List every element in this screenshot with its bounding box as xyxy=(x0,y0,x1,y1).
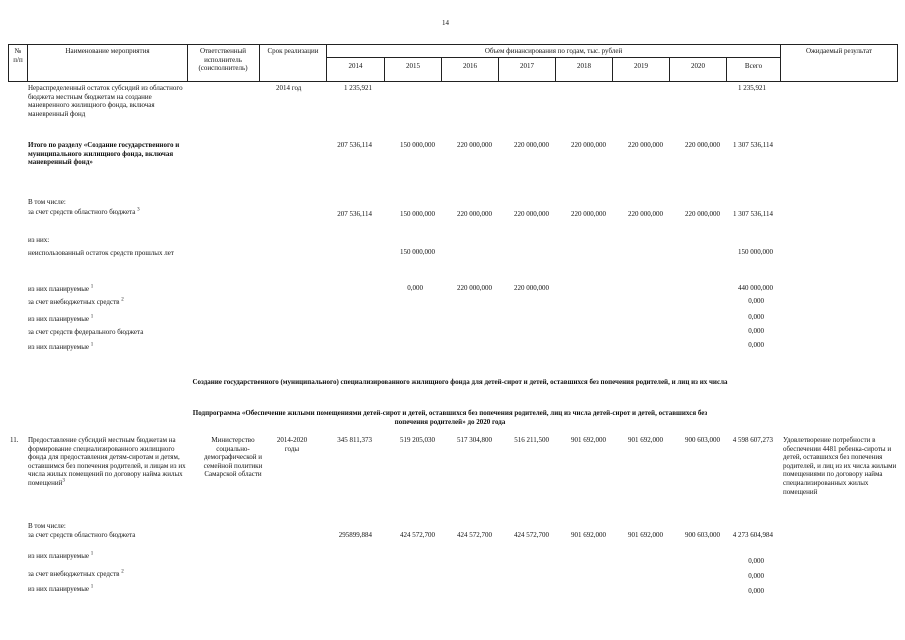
row-label: из них планируемые $^1$ xyxy=(28,551,94,560)
row-value-2014: 295899,884 xyxy=(338,531,372,539)
footnote-ref: 1 xyxy=(90,314,94,320)
footnote-ref: 2 xyxy=(121,297,124,303)
item-value-2015: 519 205,030 xyxy=(400,436,435,444)
header-funding: Объем финансирования по годам, тыс. рублей xyxy=(484,47,623,55)
footnote-ref: 2 xyxy=(121,569,124,575)
footnote-ref: 1 xyxy=(90,342,94,348)
footnote-ref: 1 xyxy=(90,284,94,290)
item-responsible: Министерство социально-демографической и семейной политики Самарской области xyxy=(203,436,263,479)
item-value-2014: 345 811,373 xyxy=(337,436,372,444)
header-year-2020: 2020 xyxy=(691,62,705,70)
footnote-ref: 3 xyxy=(62,478,65,484)
row-value-2019: 220 000,000 xyxy=(628,210,663,218)
item-value-2020: 900 603,000 xyxy=(685,436,720,444)
header-responsible: Ответственный исполнитель (соисполнитель) xyxy=(198,47,248,73)
row-total: 0,000 xyxy=(748,341,764,349)
row-total: 1 235,921 xyxy=(738,84,766,92)
row-label: В том числе: xyxy=(28,198,66,206)
years-top-line xyxy=(326,57,780,58)
row-period: 2014 год xyxy=(276,84,302,92)
page-number: 14 xyxy=(442,19,449,27)
row-total: 0,000 xyxy=(748,572,764,580)
footnote-ref: 3 xyxy=(137,207,140,213)
row-value-2020: 220 000,000 xyxy=(685,141,720,149)
header-result: Ожидаемый результат xyxy=(805,47,873,55)
section-title: Создание государственного (муниципального) специализированного жилищного фонда для детей-сирот и детей, оставшихся без попечения родителей, и лиц из их числа xyxy=(192,378,728,386)
row-value-2017: 424 572,700 xyxy=(514,531,549,539)
row-total: 1 307 536,114 xyxy=(733,141,773,149)
item-result: Удовлетворение потребности в обеспечении 4481 ребенка-сироты и детей, оставшихся без попечения родителей, и лиц из их числа жилыми помещениями по договору найма специализированных жилых помещений xyxy=(783,436,897,496)
row-value-2016: 220 000,000 xyxy=(457,210,492,218)
row-value-2014: 207 536,114 xyxy=(337,141,372,149)
row-label: из них планируемые $^1$ xyxy=(28,584,94,593)
header-year-2018: 2018 xyxy=(577,62,591,70)
row-value-2020: 220 000,000 xyxy=(685,210,720,218)
row-value-2018: 220 000,000 xyxy=(571,210,606,218)
col-sep xyxy=(187,44,188,82)
subprogram-title: Подпрограмма «Обеспечение жилыми помещениями детей-сирот и детей, оставшихся без попечения родителей, лиц из числа детей-сирот и детей, оставшихся без попечения родителей» до 2020 года xyxy=(192,409,708,426)
header-year-2016: 2016 xyxy=(463,62,477,70)
row-value-2015: 150 000,000 xyxy=(400,248,435,256)
item-value-2016: 517 304,800 xyxy=(457,436,492,444)
row-value-2016: 220 000,000 xyxy=(457,141,492,149)
row-label: из них: xyxy=(28,236,50,244)
row-value-2017: 220 000,000 xyxy=(514,210,549,218)
footnote-ref: 1 xyxy=(90,584,94,590)
row-total: 0,000 xyxy=(748,327,764,335)
row-value-2017: 220 000,000 xyxy=(514,284,549,292)
header-period: Срок реализации xyxy=(267,47,319,55)
row-value-2015: 150 000,000 xyxy=(400,210,435,218)
item-number: 11. xyxy=(10,436,19,444)
row-label: из них планируемые $^1$ xyxy=(28,314,94,323)
row-total: 1 307 536,114 xyxy=(733,210,773,218)
row-total: 0,000 xyxy=(748,587,764,595)
row-value-2016: 424 572,700 xyxy=(457,531,492,539)
row-value-2017: 220 000,000 xyxy=(514,141,549,149)
item-label: Предоставление субсидий местным бюджетам на формирование специализированного жилищного фонда для предоставления детям-сиротам и детям, оставшимся без попечения родителей, и лицам из их числа жилых помещений по договору найма жилых помещений$^3$ xyxy=(28,436,186,487)
header-year-2017: 2017 xyxy=(520,62,534,70)
row-label: за счет средств областного бюджета $^3$ xyxy=(28,207,140,216)
row-label: В том числе: xyxy=(28,522,66,530)
header-total: Всего xyxy=(744,62,763,70)
item-value-2017: 516 211,500 xyxy=(514,436,549,444)
row-total: 0,000 xyxy=(748,557,764,565)
row-label: из них планируемые $^1$ xyxy=(28,284,94,293)
row-value-2019: 901 692,000 xyxy=(628,531,663,539)
row-value-2018: 901 692,000 xyxy=(571,531,606,539)
row-value-2015: 0,000 xyxy=(407,284,423,292)
row-label: за счет средств областного бюджета xyxy=(28,531,136,539)
row-label: неиспользованный остаток средств прошлых лет xyxy=(28,249,174,257)
header-year-2015: 2015 xyxy=(406,62,420,70)
header-top-line xyxy=(8,44,898,45)
item-total: 4 598 607,273 xyxy=(732,436,773,444)
row-total: 4 273 604,984 xyxy=(732,531,773,539)
header-num: № п/п xyxy=(13,47,23,64)
row-label-total: Итого по разделу «Создание государственного и муниципального жилищного фонда, включая маневренный фонд» xyxy=(28,141,180,167)
row-label: за счет внебюджетных средств $^2$ xyxy=(28,297,124,306)
row-value-2014: 207 536,114 xyxy=(337,210,372,218)
row-label: за счет средств федерального бюджета xyxy=(28,328,144,336)
row-total: 150 000,000 xyxy=(738,248,773,256)
item-value-2019: 901 692,000 xyxy=(628,436,663,444)
header-year-2014: 2014 xyxy=(348,62,363,70)
row-label: Нераспределенный остаток субсидий из областного бюджета местным бюджетам на создание маневренного жилищного фонда, включая маневренный фонд xyxy=(28,84,183,118)
row-value-2019: 220 000,000 xyxy=(628,141,663,149)
row-label: из них планируемые $^1$ xyxy=(28,342,94,351)
row-value-2016: 220 000,000 xyxy=(457,284,492,292)
header-bottom-line xyxy=(8,81,898,82)
row-label: за счет внебюджетных средств $^2$ xyxy=(28,569,124,578)
row-value-2015: 424 572,700 xyxy=(400,531,435,539)
row-value-2014: 1 235,921 xyxy=(344,84,372,92)
row-value-2018: 220 000,000 xyxy=(571,141,606,149)
row-total: 440 000,000 xyxy=(738,284,773,292)
header-name: Наименование мероприятия xyxy=(65,47,150,55)
footnote-ref: 1 xyxy=(90,551,94,557)
item-period: 2014-2020 годы xyxy=(276,436,308,453)
col-sep xyxy=(897,44,898,82)
row-value-2015: 150 000,000 xyxy=(400,141,435,149)
row-value-2020: 900 603,000 xyxy=(685,531,720,539)
row-total: 0,000 xyxy=(748,313,764,321)
row-total: 0,000 xyxy=(748,297,764,305)
item-value-2018: 901 692,000 xyxy=(571,436,606,444)
header-year-2019: 2019 xyxy=(634,62,648,70)
